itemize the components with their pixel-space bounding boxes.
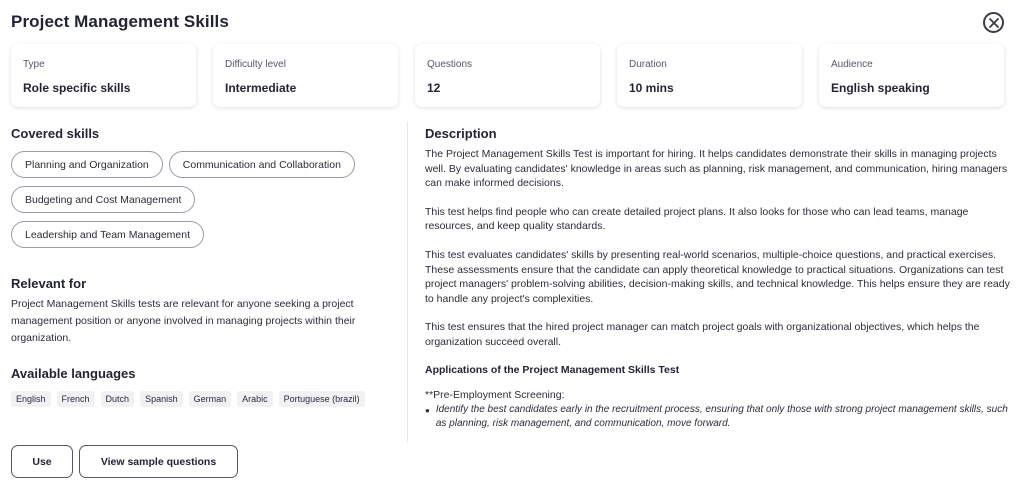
applications-heading: Applications of the Project Management Skills Test [425, 363, 680, 376]
language-tags [11, 391, 391, 407]
relevant-for-heading: Relevant for [11, 276, 87, 291]
view-sample-questions-button[interactable]: View sample questions [79, 445, 238, 478]
description-panel[interactable] [425, 126, 1010, 436]
footer-actions [11, 445, 238, 478]
card-label: Audience [831, 59, 873, 70]
skill-chips [11, 151, 391, 248]
card-type [11, 44, 196, 107]
language-tag: Spanish [140, 391, 183, 407]
language-tag: Arabic [237, 391, 273, 407]
description-paragraph: This test ensures that the hired project manager can match project goals with organizational objectives, which helps the organization succeed overall. [425, 321, 980, 348]
skill-chip: Planning and Organization [11, 151, 163, 178]
language-tag: French [57, 391, 95, 407]
card-value: 10 mins [629, 81, 674, 95]
description-paragraph: This test helps find people who can create detailed project plans. It also looks for those who can lead teams, manage resources, and keep quality standards. [425, 205, 969, 233]
description-heading: Description [425, 126, 497, 141]
card-value: English speaking [831, 81, 930, 95]
relevant-for-text: Project Management Skills tests are relevant for anyone seeking a project management position or anyone involved in managing projects within their organization. [11, 298, 356, 344]
card-label: Questions [427, 59, 473, 70]
use-button[interactable]: Use [11, 445, 73, 478]
card-value: Intermediate [225, 81, 297, 95]
language-tag: English [11, 391, 51, 407]
card-duration [617, 44, 802, 107]
page-title: Project Management Skills [11, 12, 229, 31]
skill-chip: Communication and Collaboration [169, 151, 355, 178]
card-label: Type [23, 59, 45, 70]
summary-cards [11, 44, 1004, 107]
card-value: Role specific skills [23, 81, 131, 95]
bullet-text: Identify the best candidates early in the recruitment process, ensuring that only those with strong project management skills, such as planning, risk management, and communication, move forward. [435, 403, 1008, 430]
close-button[interactable] [983, 12, 1004, 33]
language-tag: German [189, 391, 232, 407]
pre-employment-label: **Pre-Employment Screening: [425, 388, 565, 401]
column-divider [407, 122, 408, 442]
skill-chip: Leadership and Team Management [11, 221, 204, 248]
language-tag: Portuguese (brazil) [279, 391, 365, 407]
card-questions [415, 44, 600, 107]
left-column [11, 126, 391, 407]
card-label: Difficulty level [225, 59, 286, 70]
description-paragraph: The Project Management Skills Test is important for hiring. It helps candidates demonstrate their skills in managing projects well. By evaluating candidates' knowledge in areas such as planning, risk management, and communication, hiring managers can make informed decisions. [425, 148, 1008, 190]
bullet-dot-icon: ● [425, 405, 430, 415]
languages-heading: Available languages [11, 366, 136, 381]
description-paragraph: This test evaluates candidates' skills by presenting real-world scenarios, multiple-choice questions, and practical exercises. These assessments ensure that the candidate can apply theoretical knowledge to practical situations. Organizations can test project managers' problem-solving abilities, decision-making skills, and technical knowledge. This helps ensure they are ready to handle any project's complexities. [425, 248, 1010, 305]
close-circle-icon [989, 18, 999, 28]
card-difficulty [213, 44, 398, 107]
card-label: Duration [629, 59, 667, 70]
skill-chip: Budgeting and Cost Management [11, 186, 195, 213]
card-value: 12 [427, 81, 441, 95]
language-tag: Dutch [101, 391, 135, 407]
card-audience [819, 44, 1004, 107]
covered-skills-heading: Covered skills [11, 126, 100, 141]
application-bullet [425, 403, 1010, 432]
